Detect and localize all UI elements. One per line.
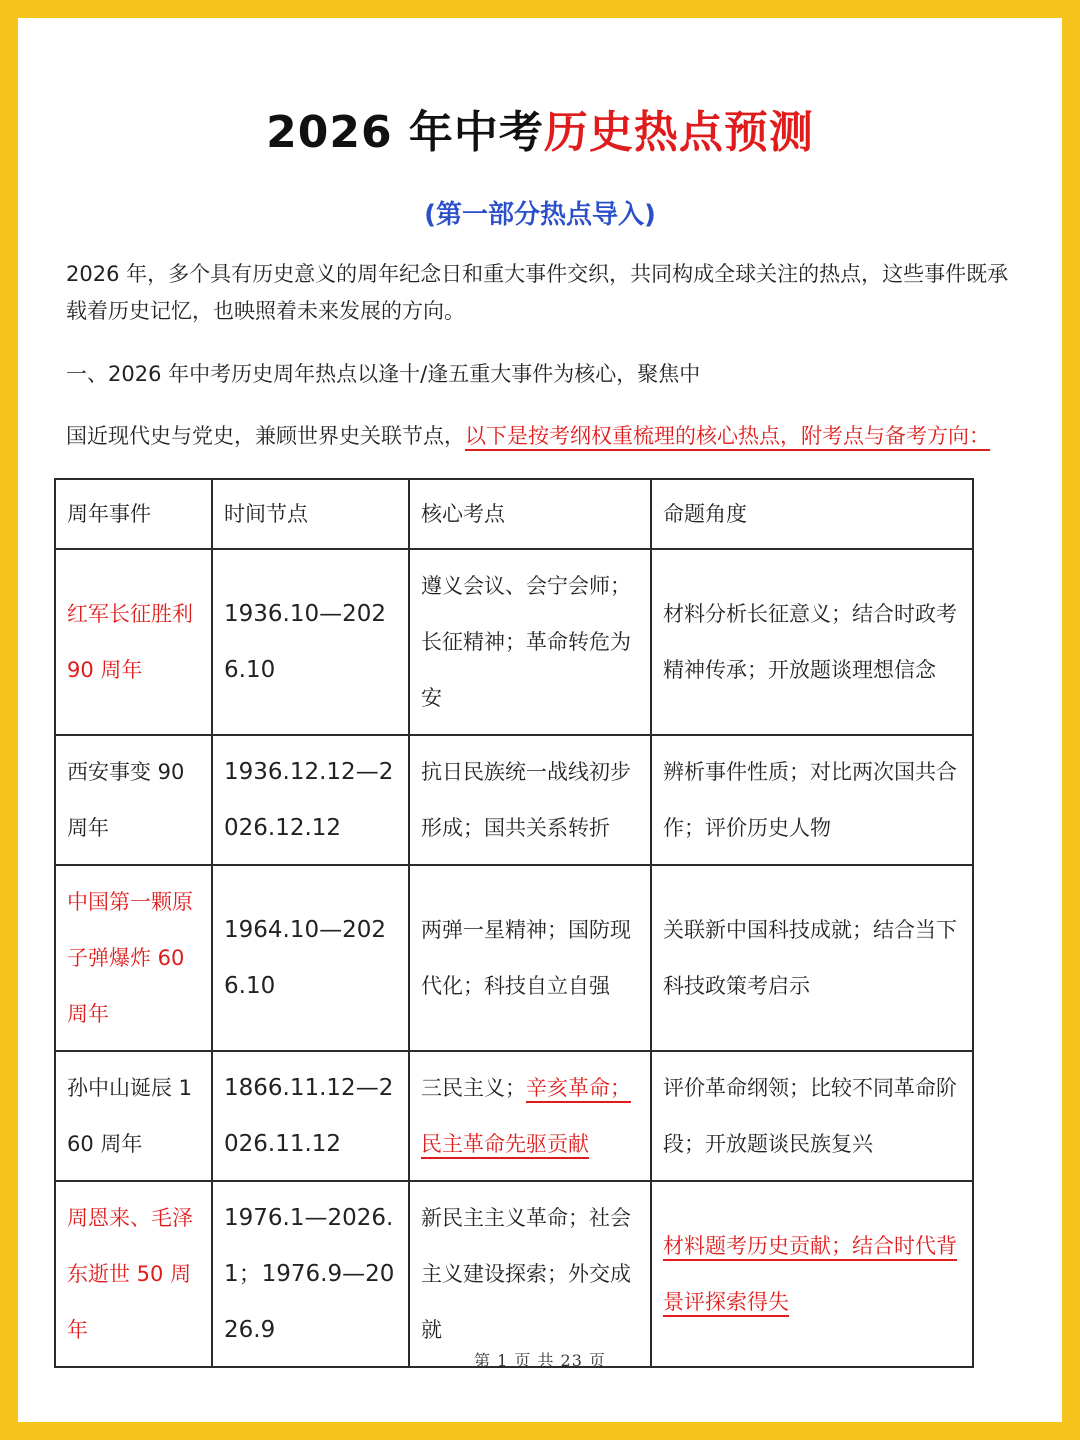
page-title <box>0 96 1080 160</box>
event-cell: 西安事变 90 周年 <box>55 735 212 865</box>
header-time: 时间节点 <box>212 479 409 549</box>
event-cell: 中国第一颗原子弹爆炸 60 周年 <box>55 865 212 1051</box>
header-angle: 命题角度 <box>651 479 973 549</box>
page-footer: 第 1 页 共 23 页 <box>474 1351 606 1370</box>
hotspot-table <box>54 478 974 1368</box>
point-text: 遵义会议、会宁会师；长征精神；革命转危为安 <box>421 574 631 710</box>
point-cell <box>409 735 651 865</box>
title-main: 2026 年中考 <box>266 107 544 158</box>
point-cell <box>409 1181 651 1367</box>
time-cell: 1976.1—2026.1；1976.9—2026.9 <box>212 1181 409 1367</box>
section-continuation <box>66 418 1026 455</box>
header-point: 核心考点 <box>409 479 651 549</box>
table-header-row <box>55 479 973 549</box>
point-text: 三民主义； <box>421 1076 526 1100</box>
point-highlight: 辛亥革命；民主革命先驱贡献 <box>421 1076 631 1159</box>
intro-paragraph: 2026 年，多个具有历史意义的周年纪念日和重大事件交织，共同构成全球关注的热点，这些事件既承载着历史记忆，也映照着未来发展的方向。 <box>66 262 1009 323</box>
section-highlight: 以下是按考纲权重梳理的核心热点，附考点与备考方向： <box>465 424 990 451</box>
point-cell <box>409 865 651 1051</box>
table-row <box>55 1051 973 1181</box>
table-row <box>55 865 973 1051</box>
header-event: 周年事件 <box>55 479 212 549</box>
section-text: 国近现代史与党史，兼顾世界史关联节点， <box>66 424 465 448</box>
time-cell: 1936.10—2026.10 <box>212 549 409 735</box>
table-row <box>55 549 973 735</box>
title-highlight: 历史热点预测 <box>543 107 814 158</box>
table-row <box>55 735 973 865</box>
time-cell: 1866.11.12—2026.11.12 <box>212 1051 409 1181</box>
table-row <box>55 1181 973 1367</box>
angle-cell <box>651 1051 973 1181</box>
angle-text: 材料分析长征意义；结合时政考精神传承；开放题谈理想信念 <box>663 602 957 682</box>
time-cell: 1936.12.12—2026.12.12 <box>212 735 409 865</box>
event-cell: 周恩来、毛泽东逝世 50 周年 <box>55 1181 212 1367</box>
section-heading: 一、2026 年中考历史周年热点以逢十/逢五重大事件为核心，聚焦中 <box>66 362 701 386</box>
event-cell: 红军长征胜利 90 周年 <box>55 549 212 735</box>
angle-text: 辨析事件性质；对比两次国共合作；评价历史人物 <box>663 760 957 840</box>
point-text: 新民主主义革命；社会主义建设探索；外交成就 <box>421 1206 631 1342</box>
angle-text: 关联新中国科技成就；结合当下科技政策考启示 <box>663 918 957 998</box>
time-cell: 1964.10—2026.10 <box>212 865 409 1051</box>
point-text: 两弹一星精神；国防现代化；科技自立自强 <box>421 918 631 998</box>
point-cell <box>409 549 651 735</box>
point-text: 抗日民族统一战线初步形成；国共关系转折 <box>421 760 631 840</box>
angle-text: 评价革命纲领；比较不同革命阶段；开放题谈民族复兴 <box>663 1076 957 1156</box>
angle-cell <box>651 865 973 1051</box>
angle-cell <box>651 735 973 865</box>
angle-cell <box>651 1181 973 1367</box>
angle-cell <box>651 549 973 735</box>
point-cell <box>409 1051 651 1181</box>
angle-highlight: 材料题考历史贡献；结合时代背景评探索得失 <box>663 1234 957 1317</box>
event-cell: 孙中山诞辰 160 周年 <box>55 1051 212 1181</box>
page-subtitle: (第一部分热点导入) <box>424 200 656 230</box>
